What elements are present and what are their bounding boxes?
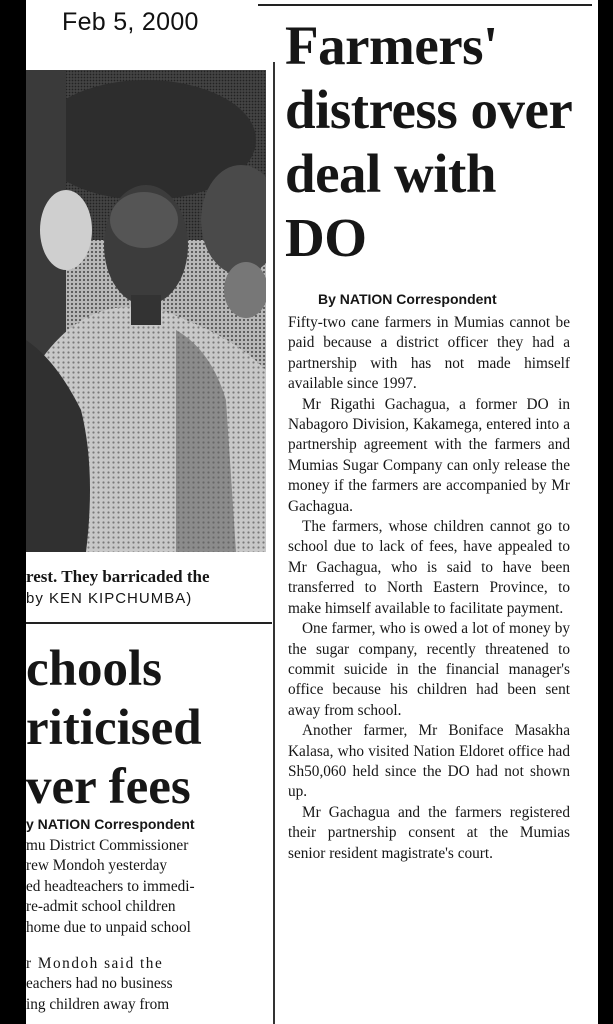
- date-label: Feb 5, 2000: [62, 8, 199, 36]
- text-line: eachers had no business: [26, 975, 173, 993]
- scan-right-border: [598, 0, 613, 1024]
- second-byline: y NATION Correspondent: [26, 816, 195, 832]
- text-line: ed headteachers to immedi-: [26, 877, 195, 895]
- photo-credit: by KEN KIPCHUMBA): [26, 590, 193, 607]
- top-rule: [258, 4, 592, 6]
- headline-line: ver fees: [26, 759, 191, 815]
- text-line: home due to unpaid school: [26, 918, 191, 936]
- main-headline: Farmers' distress over deal with DO: [285, 15, 572, 268]
- paragraph: The farmers, whose children cannot go to school due to lack of fees, have appealed to Mr Gachagua, who is said to have been transferred to North Eastern Province, to make himself available to facilitate payment.: [288, 518, 570, 617]
- scan-left-border: [0, 0, 26, 1024]
- paragraph: Mr Gachagua and the farmers registered their partnership consent at the Mumias senior resident magistrate's court.: [288, 803, 570, 862]
- column-rule: [273, 62, 275, 1024]
- paragraph: Another farmer, Mr Boniface Masakha Kalasa, who visited Nation Eldoret office had Sh50,060 held since the DO had not shown up.: [288, 722, 570, 801]
- paragraph: Fifty-two cane farmers in Mumias cannot be paid because a district officer they had a partnership with has not made himself available since 1997.: [288, 314, 570, 393]
- text-line: mu District Commissioner: [26, 837, 189, 854]
- text-line: re-admit school children: [26, 898, 176, 916]
- main-article-body: [288, 313, 570, 864]
- news-photo: [26, 70, 266, 552]
- second-article-body: [26, 836, 268, 1015]
- headline-line: chools: [26, 641, 163, 697]
- text-line: rew Mondoh yesterday: [26, 857, 168, 875]
- main-byline: By NATION Correspondent: [318, 291, 497, 307]
- text-line: r Mondoh said the: [26, 955, 164, 973]
- caption-line: rest. They barricaded the: [26, 567, 210, 586]
- section-rule: [26, 622, 272, 624]
- text-line: ing children away from: [26, 995, 170, 1013]
- headline-line: riticised: [26, 700, 202, 756]
- second-headline: [26, 640, 272, 817]
- paragraph: Mr Rigathi Gachagua, a former DO in Nabagoro Division, Kakamega, entered into a partnership agreement with the farmers and Mumias Sugar Company can only release the money if the farmers are accompanied by Mr Gachagua.: [288, 395, 570, 515]
- paragraph: One farmer, who is owed a lot of money by the sugar company, recently threatened to commit suicide in the financial manager's office because his children had been sent away from school.: [288, 620, 570, 719]
- photo-caption: [26, 566, 268, 610]
